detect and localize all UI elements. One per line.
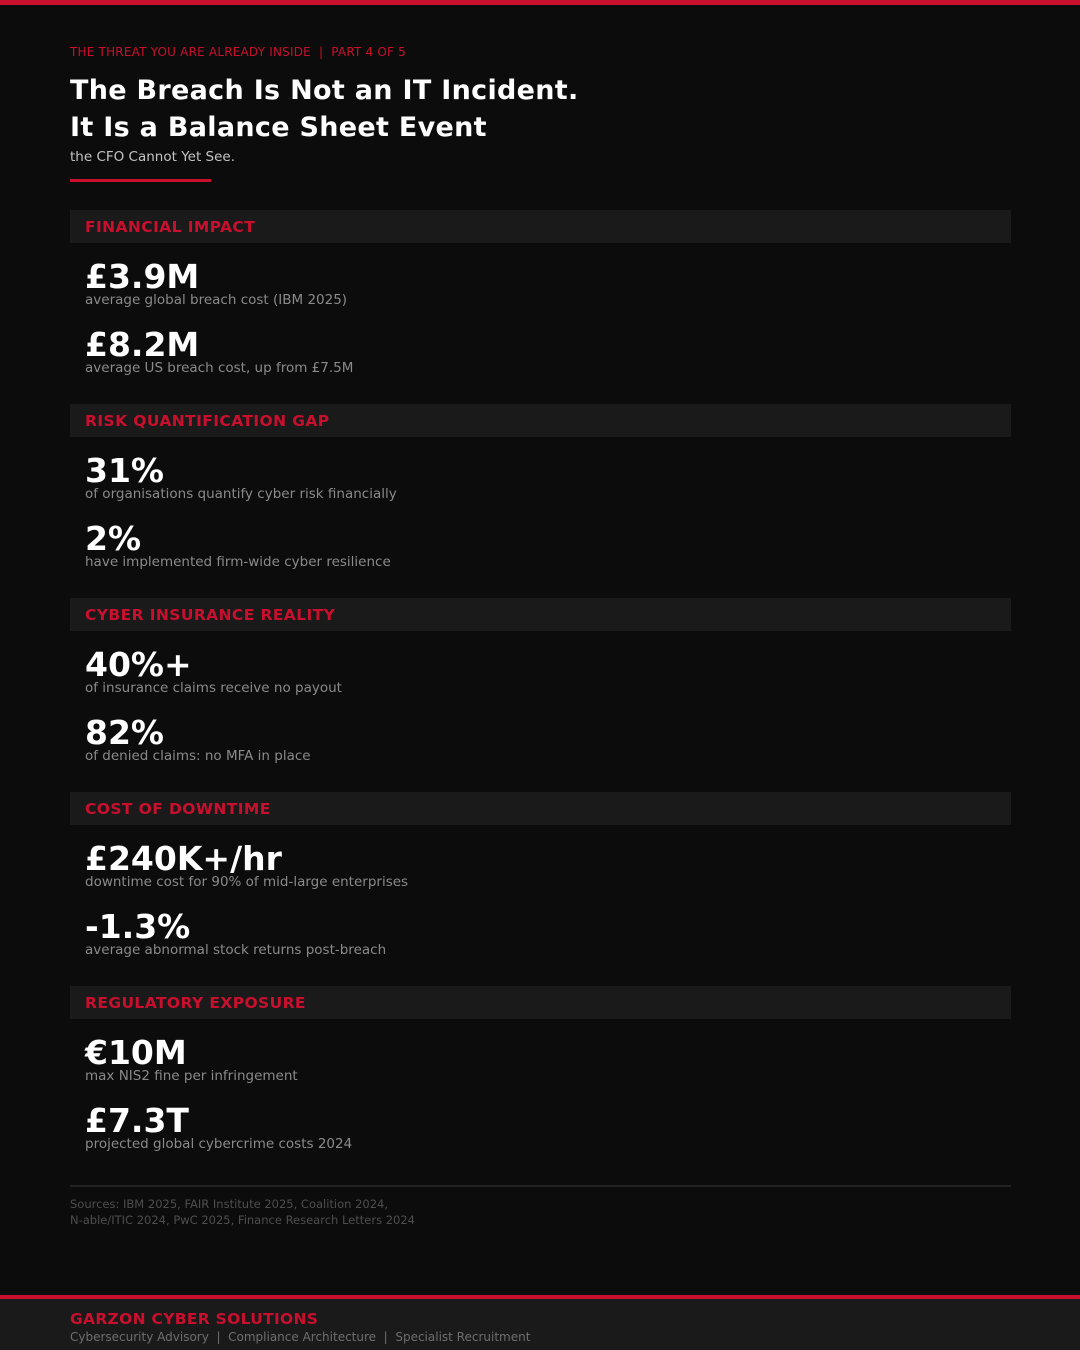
title-line-1: The Breach Is Not an IT Incident.	[70, 75, 579, 106]
series-eyebrow: THE THREAT YOU ARE ALREADY INSIDE | PART 4 OF 5	[70, 45, 406, 59]
page-subtitle: the CFO Cannot Yet See.	[70, 149, 236, 165]
section-financial-impact	[70, 210, 1011, 404]
stat-label: average US breach cost, up from £7.5M	[85, 360, 354, 376]
stat-value: £8.2M	[85, 325, 200, 364]
section-regulatory-exposure	[70, 986, 1011, 1180]
section-title: RISK QUANTIFICATION GAP	[85, 411, 330, 430]
section-title: CYBER INSURANCE REALITY	[85, 605, 336, 624]
top-accent-bar	[0, 0, 1080, 5]
section-header	[70, 598, 1011, 631]
section-header	[70, 792, 1011, 825]
section-title: COST OF DOWNTIME	[85, 799, 271, 818]
section-title: REGULATORY EXPOSURE	[85, 993, 306, 1012]
stat-value: 82%	[85, 713, 164, 752]
page-title	[70, 72, 579, 146]
title-underline	[70, 179, 211, 182]
stat-value: 2%	[85, 519, 142, 558]
stat-value: -1.3%	[85, 907, 191, 946]
stat-label: average abnormal stock returns post-breach	[85, 942, 387, 958]
section-header	[70, 986, 1011, 1019]
stat-item	[70, 1102, 1011, 1170]
stat-value: 40%+	[85, 645, 192, 684]
stat-value: £240K+/hr	[85, 839, 282, 878]
stat-item	[70, 646, 1011, 714]
sources-divider	[70, 1185, 1011, 1187]
title-line-2: It Is a Balance Sheet Event	[70, 112, 487, 143]
stat-value: €10M	[85, 1033, 187, 1072]
stat-item	[70, 326, 1011, 394]
section-title: FINANCIAL IMPACT	[85, 217, 256, 236]
stat-label: of insurance claims receive no payout	[85, 680, 342, 696]
sources-line-2: N-able/ITIC 2024, PwC 2025, Finance Research Letters 2024	[70, 1213, 415, 1227]
stat-label: max NIS2 fine per infringement	[85, 1068, 298, 1084]
stat-label: average global breach cost (IBM 2025)	[85, 292, 348, 308]
stat-sections	[70, 210, 1011, 1180]
footer	[0, 1295, 1080, 1350]
stat-item	[70, 452, 1011, 520]
stat-item	[70, 258, 1011, 326]
stat-item	[70, 1034, 1011, 1102]
section-risk-quantification-gap	[70, 404, 1011, 598]
section-cost-of-downtime	[70, 792, 1011, 986]
stat-label: of organisations quantify cyber risk financially	[85, 486, 397, 502]
sources-line-1: Sources: IBM 2025, FAIR Institute 2025, Coalition 2024,	[70, 1197, 389, 1211]
sources-note	[70, 1196, 415, 1228]
stat-label: projected global cybercrime costs 2024	[85, 1136, 353, 1152]
section-cyber-insurance-reality	[70, 598, 1011, 792]
stat-label: have implemented firm-wide cyber resilience	[85, 554, 391, 570]
section-header	[70, 210, 1011, 243]
footer-accent-bar	[0, 1295, 1080, 1299]
stat-item	[70, 840, 1011, 908]
section-header	[70, 404, 1011, 437]
stat-value: £3.9M	[85, 257, 200, 296]
stat-item	[70, 520, 1011, 588]
stat-item	[70, 714, 1011, 782]
stat-value: 31%	[85, 451, 164, 490]
stat-item	[70, 908, 1011, 976]
stat-label: of denied claims: no MFA in place	[85, 748, 311, 764]
stat-value: £7.3T	[85, 1101, 189, 1140]
stat-label: downtime cost for 90% of mid-large enterprises	[85, 874, 409, 890]
footer-tagline: Cybersecurity Advisory | Compliance Architecture | Specialist Recruitment	[70, 1330, 531, 1344]
footer-brand: GARZON CYBER SOLUTIONS	[70, 1310, 319, 1328]
